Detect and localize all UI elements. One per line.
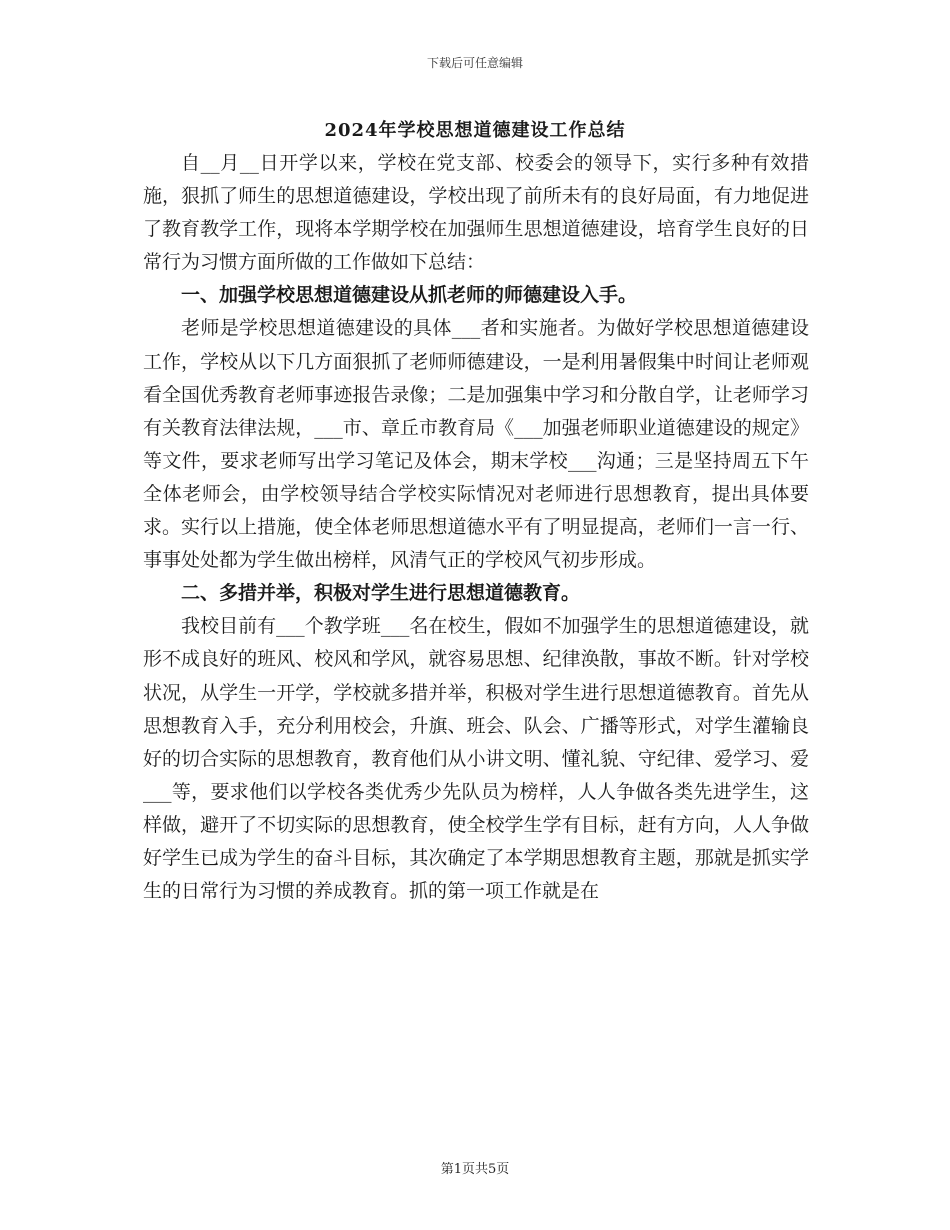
section-heading-1: 一、加强学校思想道德建设从抓老师的师德建设入手。 [181, 284, 638, 307]
section-heading-2: 二、多措并举，积极对学生进行思想道德教育。 [181, 582, 581, 605]
intro-paragraph: 自__月__日开学以来，学校在党支部、校委会的领导下，实行多种有效措施，狠抓了师生的思想道德建设，学校出现了前所未有的良好局面，有力地促进了教育教学工作，现将本学期学校在加强师生思想道德建设，培育学生良好的日常行为习惯方面所做的工作做如下总结： [143, 152, 809, 274]
section-1-paragraph: 老师是学校思想道德建设的具体___者和实施者。为做好学校思想道德建设工作，学校从以下几方面狠抓了老师师德建设，一是利用暑假集中时间让老师观看全国优秀教育老师事迹报告录像；二是加强集中学习和分散自学，让老师学习有关教育法律法规，___市、章丘市教育局《___加强老师职业道德建设的规定》等文件，要求老师写出学习笔记及体会，期末学校___沟通；三是坚持周五下午全体老师会，由学校领导结合学校实际情况对老师进行思想教育，提出具体要求。实行以上措施，使全体老师思想道德水平有了明显提高，老师们一言一行、事事处处都为学生做出榜样，风清气正的学校风气初步形成。 [143, 317, 809, 572]
section-2-paragraph: 我校目前有___个教学班___名在校生，假如不加强学生的思想道德建设，就形不成良好的班风、校风和学风，就容易思想、纪律涣散，事故不断。针对学校状况，从学生一开学，学校就多措并举，积极对学生进行思想道德教育。首先从思想教育入手，充分利用校会，升旗、班会、队会、广播等形式，对学生灌输良好的切合实际的思想教育，教育他们从小讲文明、懂礼貌、守纪律、爱学习、爱___等，要求他们以学校各类优秀少先队员为榜样，人人争做各类先进学生，这样做，避开了不切实际的思想教育，使全校学生学有目标，赶有方向，人人争做好学生已成为学生的奋斗目标，其次确定了本学期思想教育主题，那就是抓实学生的日常行为习惯的养成教育。抓的第一项工作就是在 [143, 615, 809, 903]
header-note: 下载后可任意编辑 [426, 56, 523, 70]
document-body [143, 147, 809, 908]
page-number-footer: 第1页共5页 [440, 1162, 510, 1177]
page-title: 2024年学校思想道德建设工作总结 [324, 120, 626, 141]
